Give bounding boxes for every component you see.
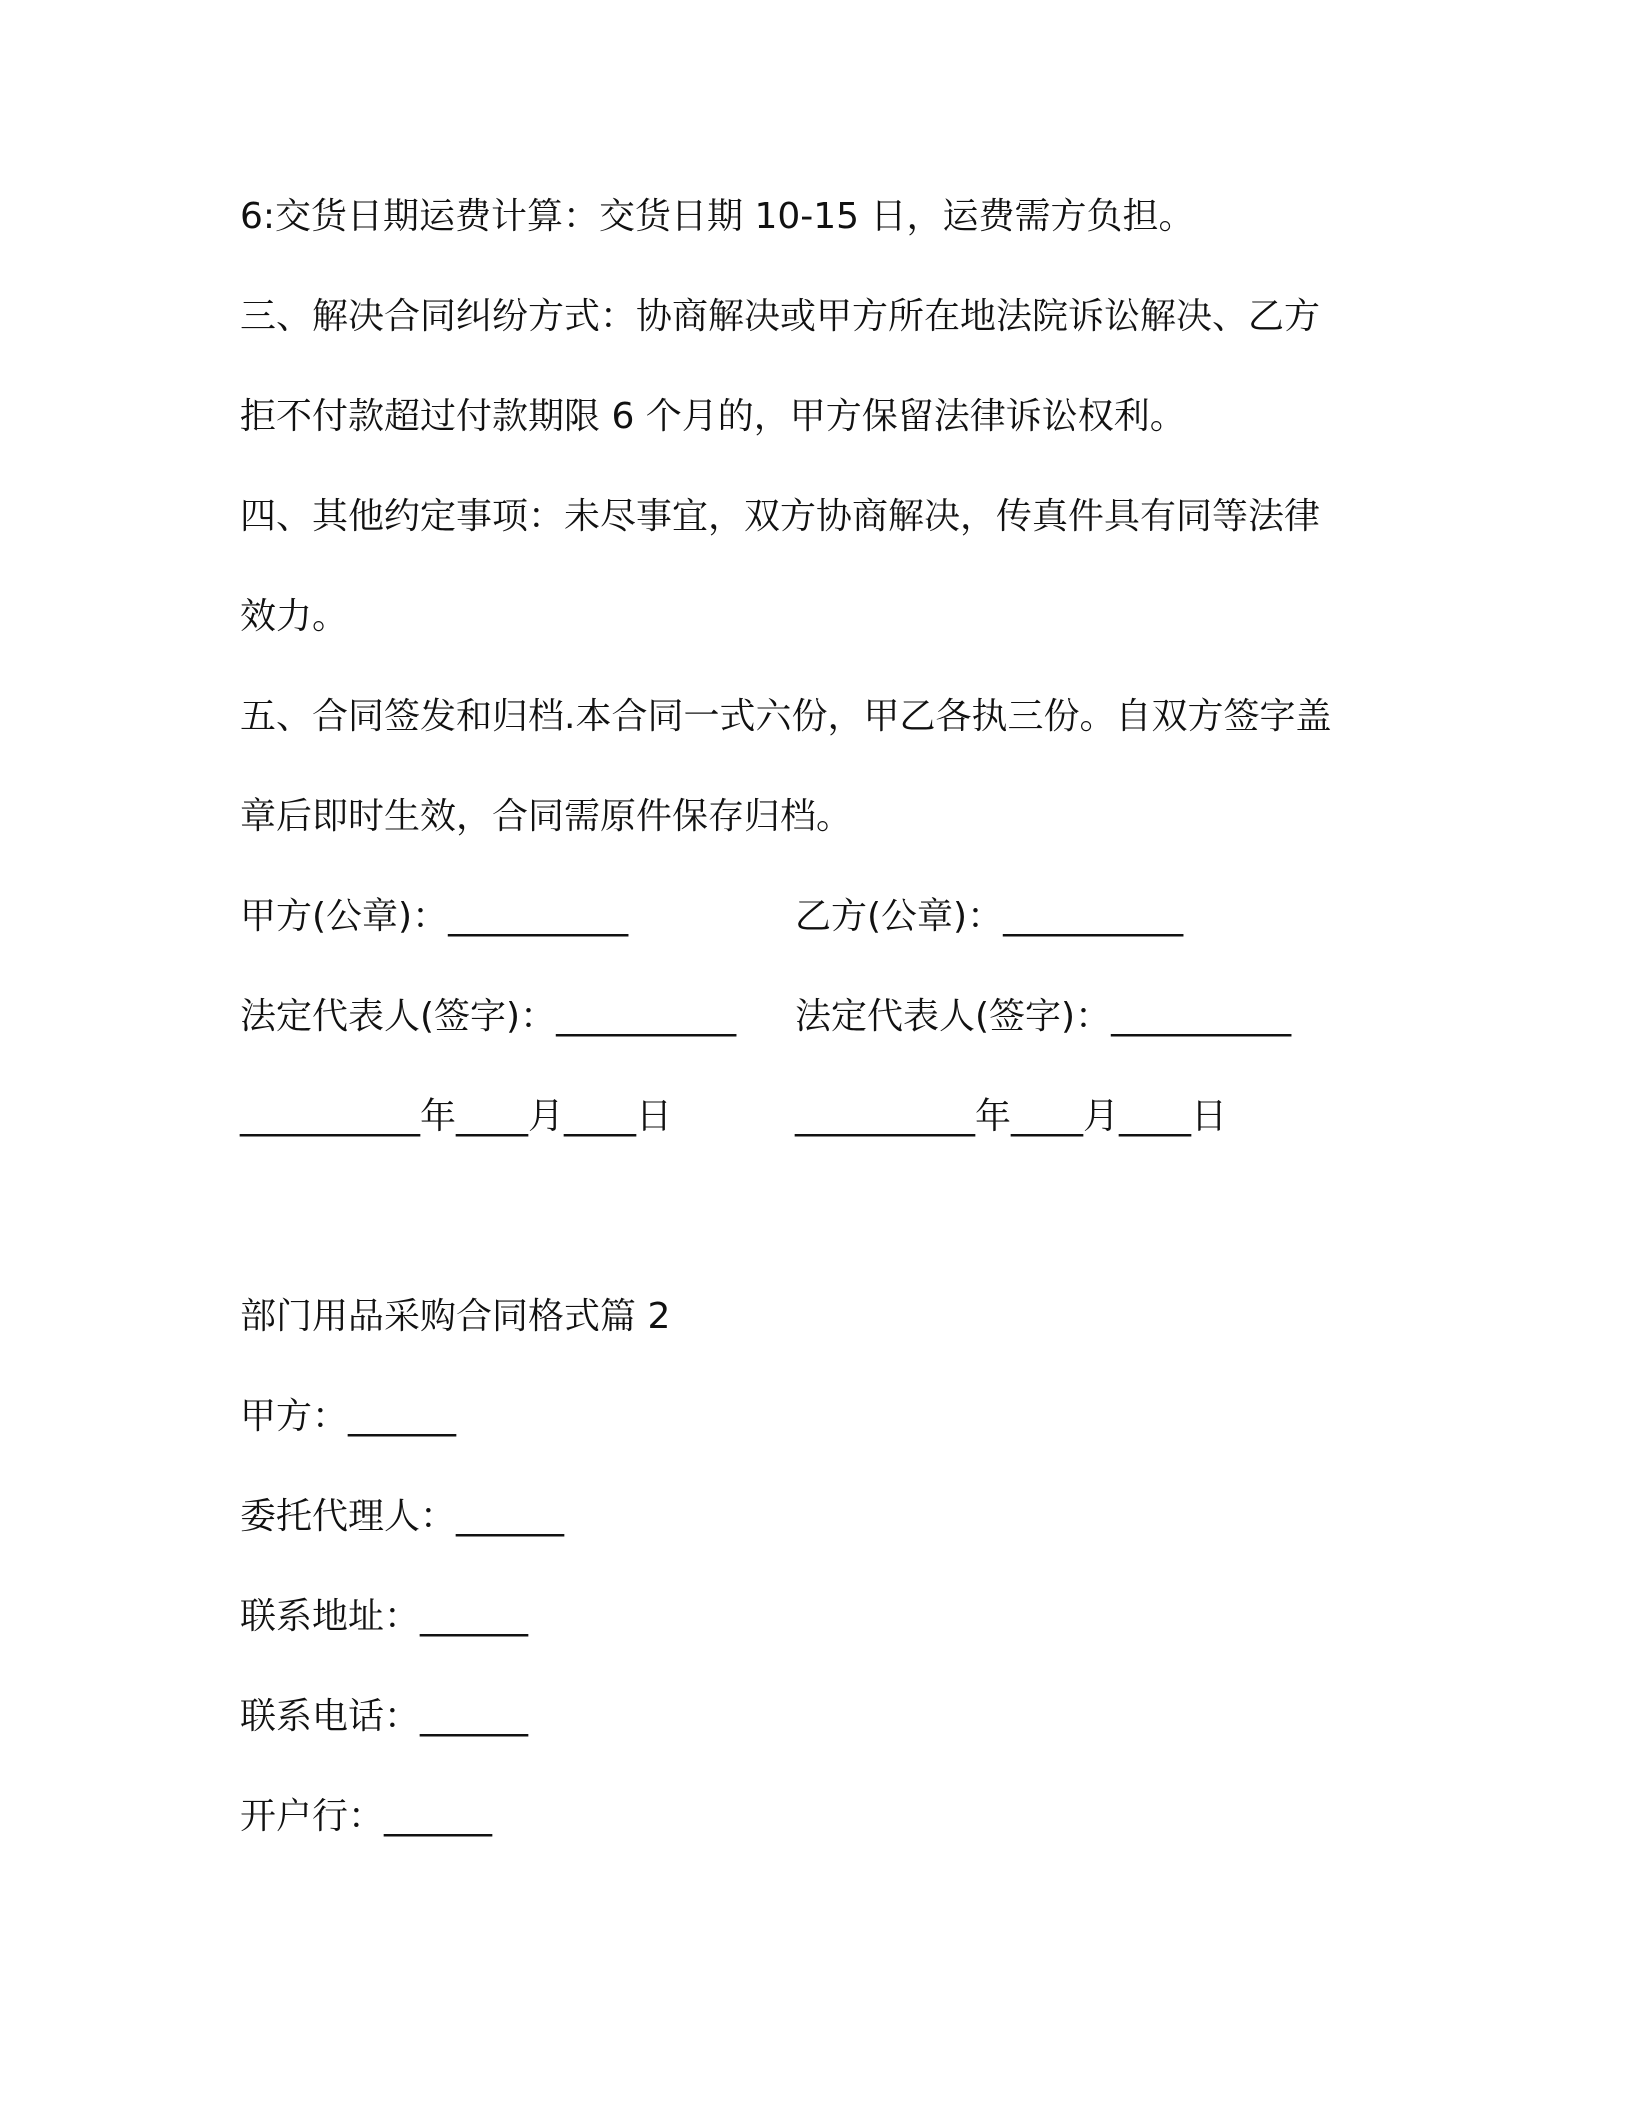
section-2-title: 部门用品采购合同格式篇 2 [240, 1296, 671, 1337]
party-b-representative-field: 法定代表人(签字)：__________ [795, 996, 1292, 1037]
party-b-seal-field: 乙方(公章)：__________ [795, 896, 1184, 937]
signing-paragraph-line-2: 章后即时生效，合同需原件保存归档。 [240, 796, 853, 837]
dispute-paragraph-line-1: 三、解决合同纠纷方式：协商解决或甲方所在地法院诉讼解决、乙方 [240, 296, 1321, 337]
other-terms-line-2: 效力。 [240, 596, 349, 637]
dispute-paragraph-line-2: 拒不付款超过付款期限 6 个月的，甲方保留法律诉讼权利。 [240, 396, 1186, 437]
address-field: 联系地址：______ [240, 1596, 529, 1637]
party-b-date-field: __________年____月____日 [795, 1096, 1227, 1137]
bank-field: 开户行：______ [240, 1796, 493, 1837]
other-terms-line-1: 四、其他约定事项：未尽事宜，双方协商解决，传真件具有同等法律 [240, 496, 1321, 537]
party-a-seal-field: 甲方(公章)：__________ [240, 896, 629, 937]
party-a-date-field: __________年____月____日 [240, 1096, 672, 1137]
party-a-field: 甲方：______ [240, 1396, 457, 1437]
signing-paragraph-line-1: 五、合同签发和归档.本合同一式六份，甲乙各执三份。自双方签字盖 [240, 696, 1332, 737]
party-a-representative-field: 法定代表人(签字)：__________ [240, 996, 737, 1037]
agent-field: 委托代理人：______ [240, 1496, 565, 1537]
phone-field: 联系电话：______ [240, 1696, 529, 1737]
delivery-paragraph: 6:交货日期运费计算：交货日期 10-15 日，运费需方负担。 [240, 196, 1195, 237]
